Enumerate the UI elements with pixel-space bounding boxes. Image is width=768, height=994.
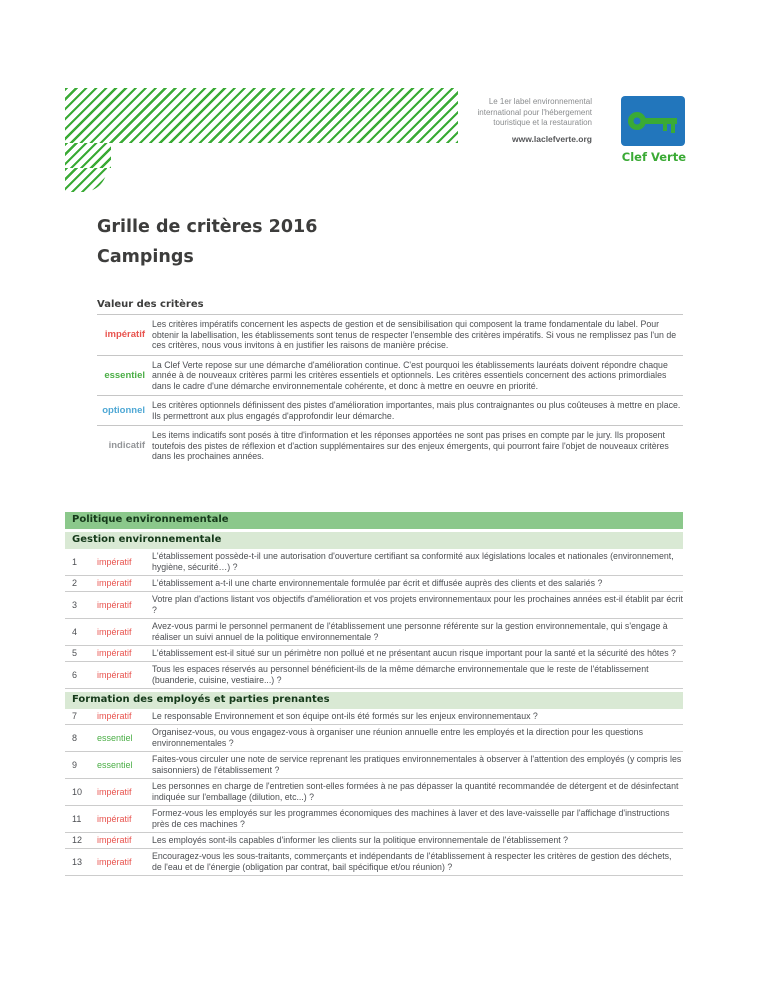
hatch-decoration-tail-lower	[65, 168, 107, 192]
criterion-text: Les personnes en charge de l'entretien sont-elles formées à ne pas dépasser la quantité recommandée de détergent et de désinfectant indiquée sur l'emballage (dilution, etc...) ?	[152, 780, 679, 802]
criterion-number: 6	[72, 669, 78, 680]
criterion-text: L'établissement a-t-il une charte environnementale formulée par écrit et diffusée auprès des clients et des salariés ?	[152, 577, 603, 588]
criterion-type: essentiel	[97, 759, 133, 770]
criterion-row	[65, 833, 683, 849]
legend-row	[97, 425, 683, 466]
criterion-text: Encouragez-vous les sous-traitants, commerçants et indépendants de l'établissement à respecter les critères de gestion des déchets, de l'eau et de l'énergie (obligation par contrat, bail spécifique et/ou réunion) ?	[152, 850, 672, 872]
subsection-bar: Formation des employés et parties prenantes	[65, 692, 683, 709]
legend-label: essentiel	[104, 369, 145, 381]
legend-row	[97, 395, 683, 425]
criterion-text: Le responsable Environnement et son équipe ont-ils été formés sur les enjeux environnementaux ?	[152, 710, 538, 721]
criterion-number: 12	[72, 835, 83, 845]
criterion-text: Votre plan d'actions listant vos objectifs d'amélioration et vos projets environnementaux pour les prochaines années est-il établit par écrit ?	[152, 593, 683, 615]
criterion-text: L'établissement possède-t-il une autorisation d'ouverture certifiant sa conformité aux législations locales et nationales (environnement, hygiène, sécurité…) ?	[152, 550, 674, 572]
criterion-row	[65, 806, 683, 833]
legend-label: optionnel	[102, 405, 145, 416]
criterion-number: 2	[72, 578, 78, 588]
criterion-type: impératif	[97, 786, 132, 797]
legend-row	[97, 355, 683, 396]
legend-table	[97, 314, 683, 466]
criterion-text: Formez-vous les employés sur les programmes économiques des machines à laver et des lave-vaisselle par l'affichage d'instructions près de ces machines ?	[152, 807, 670, 829]
legend-text: La Clef Verte repose sur une démarche d'amélioration continue. C'est pourquoi les établissements lauréats doivent répondre chaque année à de nouveaux critères parmi les critères essentiels et optionnels. Les critères essentiels concernent des actions primordiales dans le cadre d'une démarche environnementale cohérente, et donc à mettre en oeuvre en priorité.	[152, 359, 668, 391]
criterion-number: 7	[72, 711, 78, 721]
criterion-type: impératif	[97, 648, 132, 658]
criterion-type: impératif	[97, 813, 132, 824]
criteria-list	[65, 709, 683, 876]
tagline-line: international pour l'hébergement	[477, 107, 592, 117]
criterion-row	[65, 549, 683, 576]
legend-label: impératif	[104, 329, 145, 341]
criterion-row	[65, 752, 683, 779]
subsection-bar: Gestion environnementale	[65, 532, 683, 549]
criterion-row	[65, 662, 683, 689]
criterion-text: Faites-vous circuler une note de service reprenant les pratiques environnementales à observer à l'attention des employés (y compris les saisonniers) de l'établissement ?	[152, 753, 682, 775]
criterion-number: 5	[72, 648, 78, 658]
content	[65, 299, 683, 876]
subsection	[65, 692, 683, 876]
doc-title-line1: Grille de critères 2016	[97, 217, 318, 237]
legend-text: Les critères impératifs concernent les aspects de gestion et de sensibilisation qui composent la trame fondamentale du label. Pour obtenir la labellisation, les établissements sont tenus de respecter l'ensemble des critères impératifs. Si vous ne remplissez pas l'un de ces critères, nous vous invitons à en justifier les raisons de manière précise.	[152, 319, 677, 350]
criterion-type: impératif	[97, 856, 132, 867]
criteria-list	[65, 549, 683, 689]
legend-heading: Valeur des critères	[97, 299, 204, 310]
criterion-number: 3	[72, 599, 78, 610]
criterion-number: 8	[72, 732, 78, 743]
criterion-row	[65, 849, 683, 876]
criterion-row	[65, 779, 683, 806]
criterion-row	[65, 709, 683, 725]
criterion-text: Les employés sont-ils capables d'informer les clients sur la politique environnementale de l'établissement ?	[152, 834, 569, 845]
subsection	[65, 532, 683, 689]
legend-text: Les items indicatifs sont posés à titre d'information et les réponses apportées ne sont pas prises en compte par le jury. Ils proposent toutefois des pistes de réflexion et d'action supplémentaires sur des enjeux émergents, qui pourront faire l'objet de nouveaux critères dans les prochaines années.	[152, 430, 669, 461]
tagline-line: touristique et la restauration	[493, 118, 592, 127]
hatch-decoration-tail-upper	[65, 143, 111, 168]
criterion-text: Avez-vous parmi le personnel permanent de l'établissement une personne référente sur la gestion environnementale, qui s'engage à réaliser un suivi annuel de la politique environnementale ?	[152, 620, 668, 642]
section-bar: Politique environnementale	[65, 512, 683, 529]
criterion-type: impératif	[97, 626, 132, 637]
criterion-number: 4	[72, 626, 78, 637]
website-url: www.laclefverte.org	[512, 133, 592, 144]
criterion-number: 1	[72, 556, 78, 567]
legend-label: indicatif	[108, 440, 145, 452]
section-body	[65, 532, 683, 876]
key-icon	[627, 106, 679, 136]
criterion-type: impératif	[97, 599, 132, 610]
legend-text: Les critères optionnels définissent des pistes d'amélioration importantes, mais plus contraignantes ou plus coûteuses à mettre en place. Ils permettront aux plus engagés d'approfondir leur démarche.	[152, 400, 681, 421]
criterion-row	[65, 619, 683, 646]
criterion-text: L'établissement est-il situé sur un périmètre non pollué et ne présentant aucun risque important pour la santé et la sécurité des hôtes ?	[152, 647, 676, 658]
criterion-number: 10	[72, 786, 83, 797]
criterion-type: impératif	[97, 711, 132, 721]
clef-verte-logo	[621, 96, 685, 146]
criterion-number: 11	[72, 813, 82, 824]
section	[65, 512, 683, 876]
sections	[65, 512, 683, 876]
tagline-line: Le 1er label environnemental	[488, 97, 592, 106]
doc-title	[97, 212, 317, 272]
criterion-type: essentiel	[97, 732, 133, 743]
header-text	[352, 97, 592, 144]
criterion-row	[65, 725, 683, 752]
tagline	[352, 97, 592, 129]
criterion-type: impératif	[97, 556, 132, 567]
criterion-type: impératif	[97, 578, 132, 588]
criterion-row	[65, 576, 683, 592]
criterion-text: Organisez-vous, ou vous engagez-vous à organiser une réunion annuelle entre les employés et la direction pour les questions environnementales ?	[152, 726, 643, 748]
legend-row	[97, 314, 683, 355]
criterion-type: impératif	[97, 669, 132, 680]
criterion-number: 9	[72, 759, 78, 770]
criterion-type: impératif	[97, 835, 132, 845]
brand-name: Clef Verte	[621, 150, 686, 164]
criterion-text: Tous les espaces réservés au personnel bénéficient-ils de la même démarche environnementale que le reste de l'établissement (buanderie, cuisine, vestiaire...) ?	[152, 663, 649, 685]
doc-title-line2: Campings	[97, 247, 194, 267]
criterion-row	[65, 646, 683, 662]
criterion-number: 13	[72, 856, 83, 867]
criterion-row	[65, 592, 683, 619]
